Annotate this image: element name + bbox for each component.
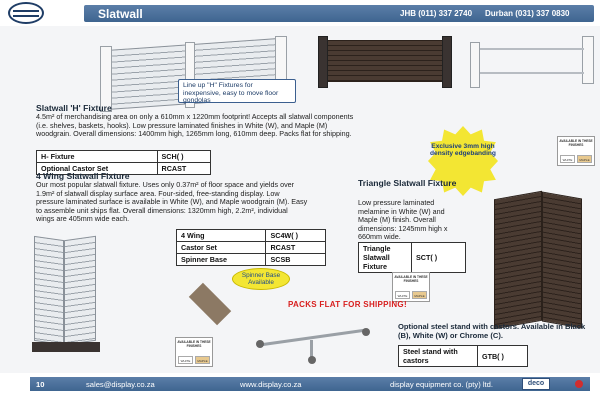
h-fixture-title: Slatwall 'H' Fixture [36,103,112,113]
packs-flat-callout: PACKS FLAT FOR SHIPPING! [288,300,407,309]
code-label: 4 Wing [177,230,266,242]
table-row [359,243,466,273]
code-value: GTB( ) [478,346,528,367]
four-wing-image [28,238,103,356]
brand-dot-icon [575,380,583,388]
table-row [399,346,528,367]
code-value: RCAST [266,242,326,254]
triangle-title: Triangle Slatwall Fixture [358,178,457,188]
finishes-swatch-h: AVAILABLE IN THESE FINISHES WHITE MAPLE [557,136,595,166]
finishes-swatch-triangle: AVAILABLE IN THESE FINISHES WHITE MAPLE [392,272,430,302]
spinner-base-image [186,278,234,330]
h-fixture-description: 4.5m² of merchandising area on only a 610mm x 1220mm footprint! Accepts all slatwall components (i.e. shelves, baskets, hooks). Low pressure laminated finishes in White (W), and Maple (M) woodgrain. Overall dimensions: 1400mm high, 1265mm long, 610mm deep. Packs flat for shipping. [36,112,354,139]
code-label: H- Fixture [37,151,158,163]
table-row [177,254,326,266]
footer-web[interactable]: www.display.co.za [240,380,302,389]
triangle-code-table [358,242,466,273]
code-value: RCAST [157,163,210,175]
h-fixture-dark-image [318,30,453,90]
stand-description: Optional steel stand with castors. Available in Black (B), White (W) or Chrome (C). [398,322,586,340]
page-number: 10 [36,380,45,389]
h-lineup-callout: Line up "H" Fixtures for inexpensive, easy to move floor gondolas [178,79,296,103]
code-label: Spinner Base [177,254,266,266]
four-wing-title: 4 Wing Slatwall Fixture [36,171,130,181]
company-logo-icon [8,2,44,24]
finishes-swatch-four-wing: AVAILABLE IN THESE FINISHES WHITE MAPLE [175,337,213,367]
table-row [37,151,211,163]
code-label: Castor Set [177,242,266,254]
triangle-description: Low pressure laminated melamine in White (W) and Maple (M) finish. Overall dimensions: 1245mm high x 660mm wide. [358,198,448,242]
four-wing-code-table [176,229,326,266]
code-label: Optional Castor Set [37,163,158,175]
steel-stand-image [254,322,374,364]
spinner-callout: Spinner Base Available [232,268,290,290]
exclusive-callout: Exclusive 3mm high density edgebanding [430,143,496,158]
triangle-fixture-image [484,185,592,335]
code-value: SCH( ) [157,151,210,163]
page-title: Slatwall [98,7,143,21]
footer [0,373,600,400]
phone-durban: Durban (031) 337 0830 [485,9,570,18]
code-label: Triangle Slatwall Fixture [359,243,412,273]
code-value: SC4W( ) [266,230,326,242]
code-value: SCT( ) [412,243,466,273]
code-label: Steel stand with castors [399,346,478,367]
header [0,0,600,26]
deco-logo: deco [522,378,550,390]
four-wing-description: Our most popular slatwall fixture. Uses only 0.37m² of floor space and yields over 1.9m² of slatwall display surface area. Four-sided, free-standing display. Low pressure laminated surface is available in White (W), and Maple woodgrain (M). Easy to assemble unit ships flat. Overall dimensions: 1320mm high, 2.2m², individual wings are 405mm wide each. [36,180,308,224]
stand-code-table [398,345,528,367]
phone-jhb: JHB (011) 337 2740 [400,9,473,18]
h-fixture-white-empty-image [470,32,595,92]
footer-email[interactable]: sales@display.co.za [86,380,155,389]
table-row [177,242,326,254]
table-row [177,230,326,242]
code-value: SCSB [266,254,326,266]
footer-company: display equipment co. (pty) ltd. [390,380,493,389]
